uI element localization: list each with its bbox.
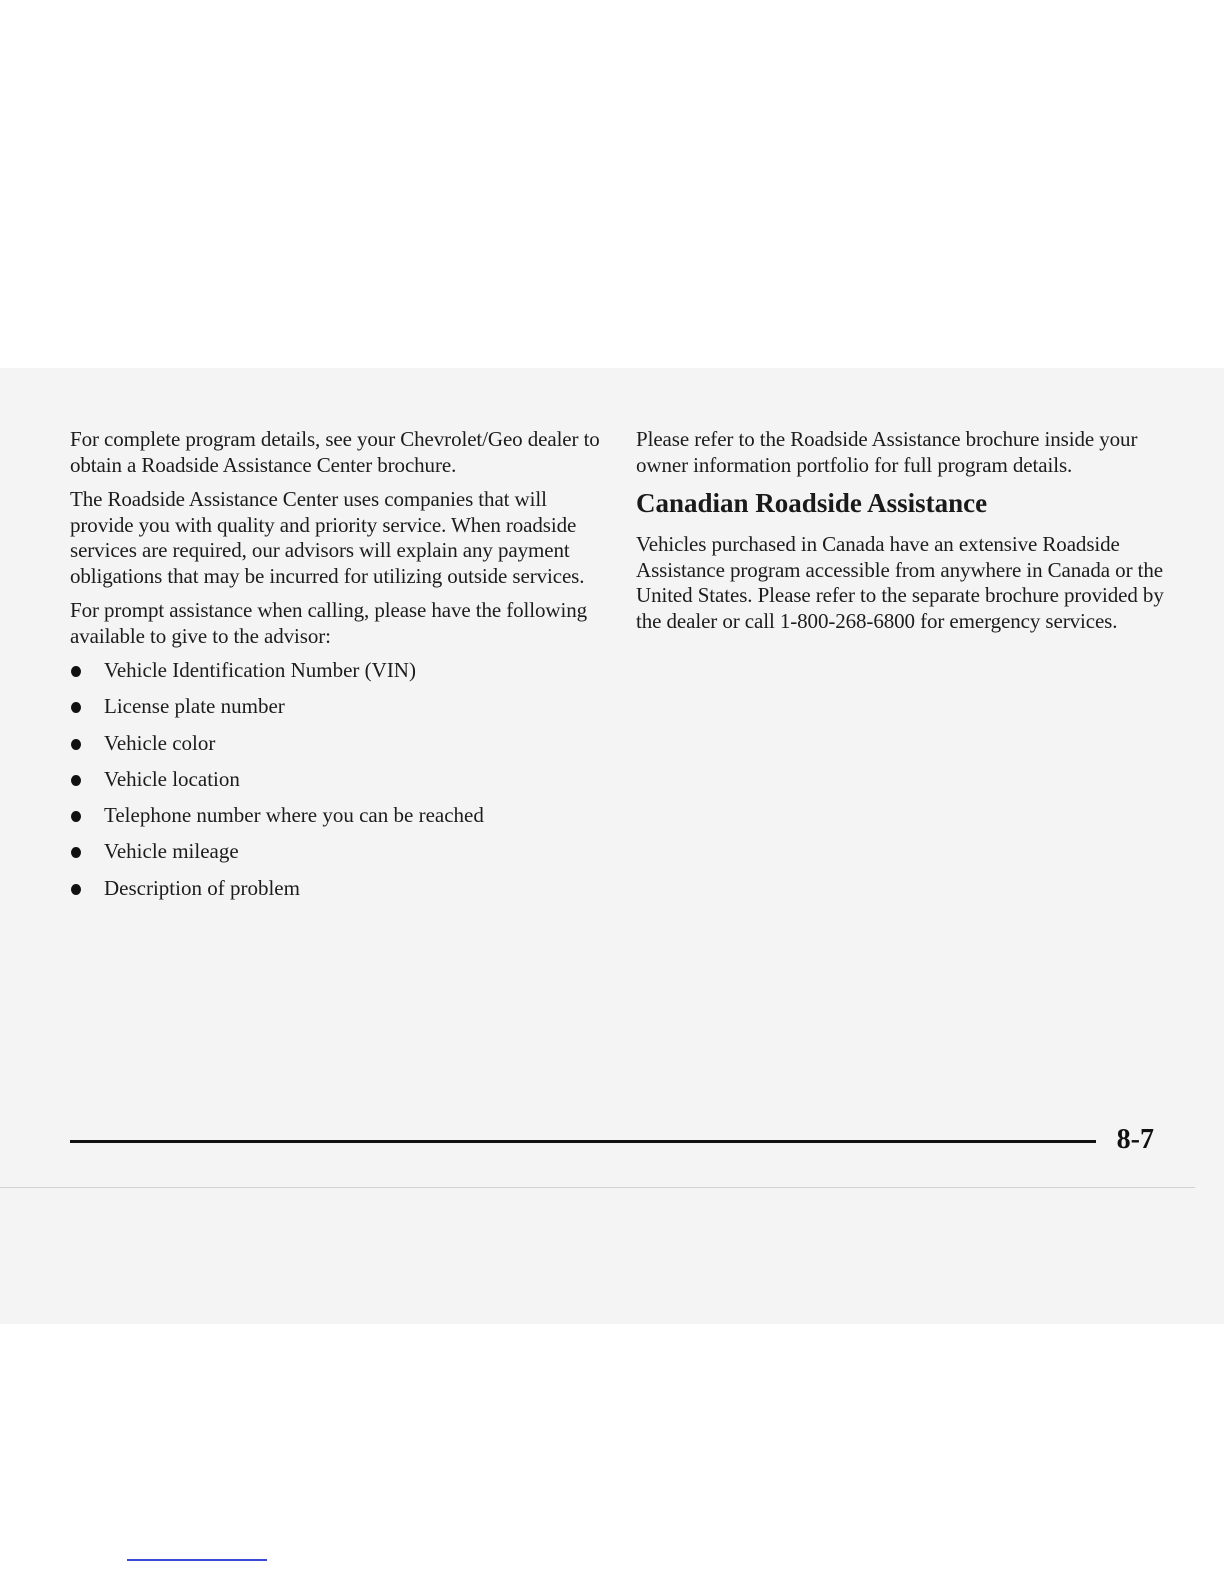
list-item-text: Vehicle color (104, 730, 216, 755)
bullet-icon (71, 666, 81, 677)
assistance-center-paragraph: The Roadside Assistance Center uses companies that will provide you with quality and priority service. When roadside services are required, our advisors will explain any payment obligations that may be incurred for utilizing outside services. (70, 487, 585, 588)
bullet-icon (71, 775, 81, 786)
advisor-info-list (70, 658, 600, 901)
bullet-icon (71, 702, 81, 713)
list-item (70, 839, 600, 864)
link-underline (127, 1559, 267, 1561)
scan-divider (0, 1187, 1195, 1188)
right-column (636, 427, 1166, 643)
page-number: 8-7 (1116, 1124, 1154, 1155)
list-item (70, 803, 600, 828)
bullet-icon (71, 884, 81, 895)
list-item (70, 767, 600, 792)
list-item-text: Vehicle Identification Number (VIN) (104, 658, 416, 682)
list-item-text: Vehicle mileage (104, 839, 239, 864)
list-item-text: Description of problem (104, 875, 300, 900)
prompt-assistance-paragraph: For prompt assistance when calling, please have the following available to give to the advisor: (70, 598, 588, 648)
list-item (70, 731, 600, 756)
left-column (70, 427, 600, 912)
brochure-paragraph: Please refer to the Roadside Assistance brochure inside your owner information portfolio for full program details. (636, 427, 1138, 477)
list-item-text: Telephone number where you can be reached (104, 803, 484, 828)
canadian-assistance-paragraph: Vehicles purchased in Canada have an extensive Roadside Assistance program accessible from anywhere in Canada or the United States. Please refer to the separate brochure provided by the dealer or call 1-800-268-6800 for emergency services. (636, 532, 1164, 633)
bullet-icon (71, 811, 81, 822)
list-item (70, 694, 600, 719)
program-details-paragraph: For complete program details, see your Chevrolet/Geo dealer to obtain a Roadside Assistance Center brochure. (70, 427, 600, 477)
list-item (70, 876, 600, 901)
list-item-text: License plate number (104, 694, 285, 719)
footer-rule (70, 1140, 1096, 1143)
section-heading: Canadian Roadside Assistance (636, 488, 988, 518)
bullet-icon (71, 739, 81, 750)
list-item-text: Vehicle location (104, 766, 240, 791)
list-item (70, 658, 600, 683)
bullet-icon (71, 847, 81, 858)
